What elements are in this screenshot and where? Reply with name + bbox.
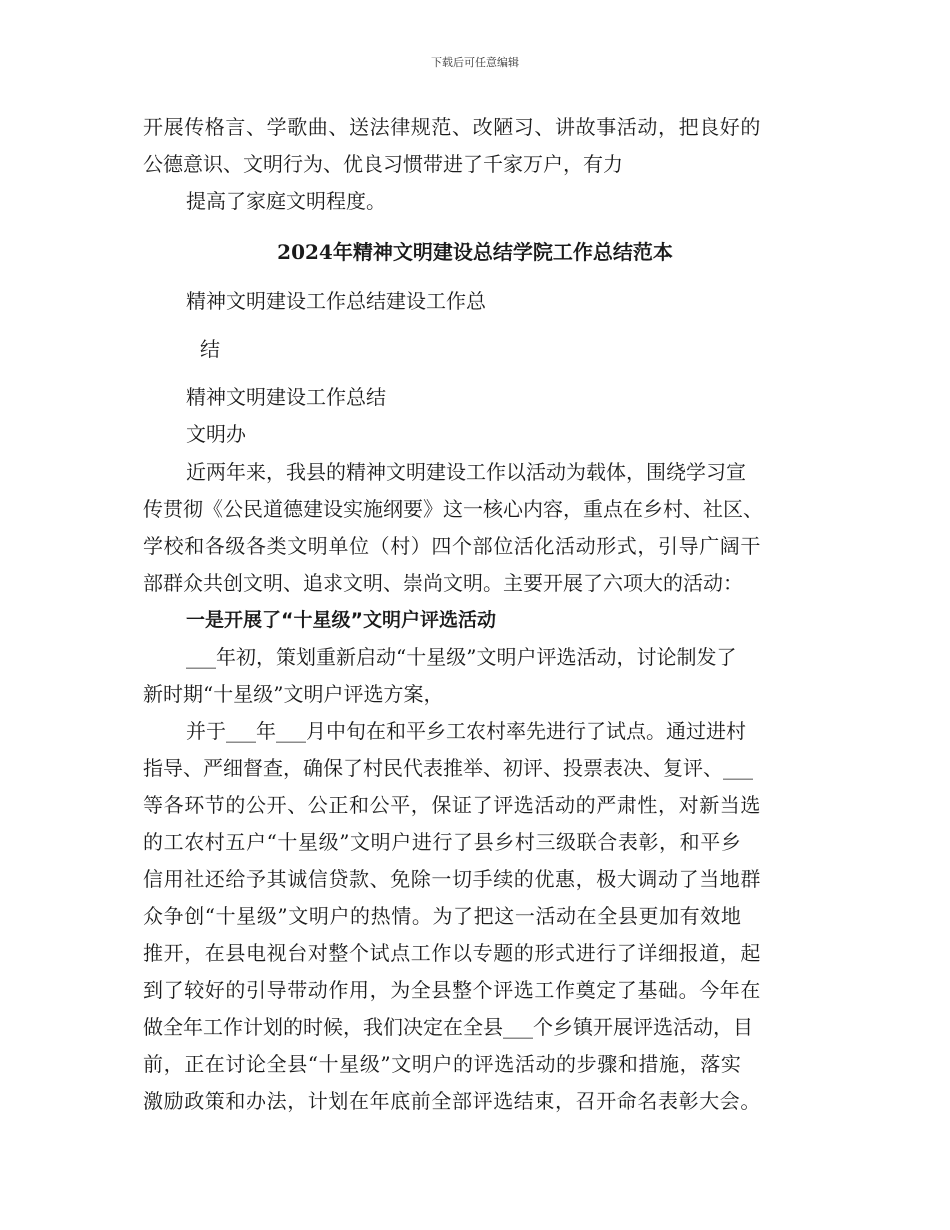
body-line: 公德意识、文明行为、优良习惯带进了千家万户，有力 xyxy=(143,152,623,176)
body-line: 信用社还给予其诚信贷款、免除一切手续的优惠，极大调动了当地群 xyxy=(143,867,761,891)
body-line: 传贯彻《公民道德建设实施纲要》这一核心内容，重点在乡村、社区、 xyxy=(143,497,763,521)
body-line: 开展传格言、学歌曲、送法律规范、改陋习、讲故事活动，把良好的 xyxy=(143,115,761,139)
author-line: 文明办 xyxy=(186,422,246,446)
body-line: 的工农村五户“十星级”文明户进行了县乡村三级联合表彰，和平乡 xyxy=(143,830,742,854)
body-line: 近两年来，我县的精神文明建设工作以活动为载体，围绕学习宣 xyxy=(186,460,746,484)
body-line: 等各环节的公开、公正和公平，保证了评选活动的严肃性，对新当选 xyxy=(143,793,761,817)
subtitle-line: 精神文明建设工作总结建设工作总 xyxy=(186,289,486,313)
header-note: 下载后可任意编辑 xyxy=(431,56,519,69)
body-line: 提高了家庭文明程度。 xyxy=(186,189,386,213)
body-line: 并于___年___月中旬在和平乡工农村率先进行了试点。通过进村 xyxy=(186,719,746,743)
document-title: 2024年精神文明建设总结学院工作总结范本 xyxy=(277,240,673,264)
body-line: 众争创“十星级”文明户的热情。为了把这一活动在全县更加有效地 xyxy=(143,904,742,928)
body-line: 推开，在县电视台对整个试点工作以专题的形式进行了详细报道，起 xyxy=(143,941,761,965)
body-line: 学校和各级各类文明单位（村）四个部位活化活动形式，引导广阔干 xyxy=(143,534,761,558)
body-line: 前，正在讨论全县“十星级”文明户的评选活动的步骤和措施，落实 xyxy=(143,1052,742,1076)
body-line: 做全年工作计划的时候，我们决定在全县___个乡镇开展评选活动，目 xyxy=(143,1015,753,1039)
body-line: 激励政策和办法，计划在年底前全部评选结束，召开命名表彰大会。 xyxy=(143,1089,761,1113)
body-line: 指导、严细督查，确保了村民代表推举、初评、投票表决、复评、___ xyxy=(143,756,753,780)
body-line: 部群众共创文明、追求文明、崇尚文明。主要开展了六项大的活动： xyxy=(143,571,743,595)
activity-heading: 一是开展了“十星级”文明户评选活动 xyxy=(186,609,496,631)
body-line: ___年初，策划重新启动“十星级”文明户评选活动，讨论制发了 xyxy=(186,645,737,669)
body-line: 新时期“十星级”文明户评选方案， xyxy=(143,682,444,706)
body-line: 到了较好的引导带动作用，为全县整个评选工作奠定了基础。今年在 xyxy=(143,978,761,1002)
subtitle-line: 结 xyxy=(200,337,220,361)
section-heading: 精神文明建设工作总结 xyxy=(186,385,386,409)
